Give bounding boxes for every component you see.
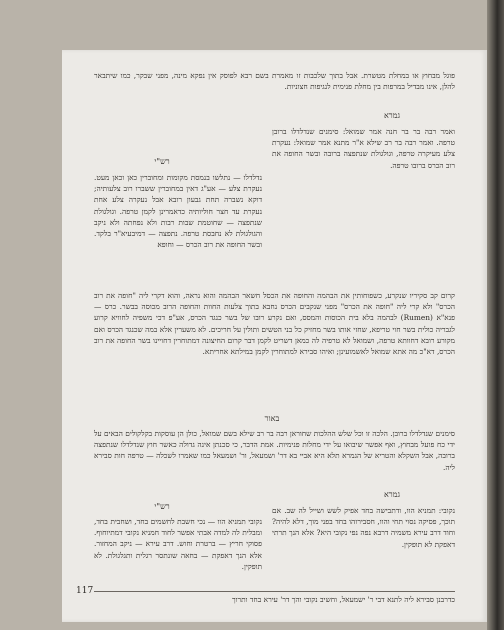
bottom-line: כדרבנן סבירא ליה לתנא דבי ר' ישמעאל, וחשיב נקובי והך דר' עירא בחד ותרוך [231, 595, 455, 604]
book-page [62, 50, 487, 622]
middle-paragraph: קרום קב סקיריו שנקרע, כשפוחותין את הבהמה והחופה את הכסל חשאר הבהמה והוא נראה, והוא דקרי ליה "חופה את רוב הכרס" ולא קרי ליה "חופה את הכרס" מפני שנקבים הכרס נחבא בתוך צלעות החוות והחופה הרוב מכוסה בבשר. כרס — פנא"א (Rumen) לבהמה בלא בית הכוסות והמסס, ואם נקרע רובו של בשר כנגד הכרס, אע"פ דכי משפיה לחוויא קרוע לגבריה כולית בשר חוי טריפא, שחזי אותו בשר מחזיק כל בני הטשים ותולין על חריכים. לא משערין אלא במה שכנגד הכרס ואם מקורע רובא דחוותא טרפה, ושמואל לא טרפיה לה כמאן דשריט לקמן דבר קרום החיצונה דמתוחרין דחויינו בשר החופה את רוב הכרס, דא"כ מה אתא שמואל לאשמועינן; ואיהו סבירא למתוחרין לקמן במילתא אחריתא. [94, 291, 455, 357]
gemara-heading-1: גמרא [383, 111, 401, 120]
gemara-text-2: נקובי: תמניא הוו, ודתבישה בחד אפיק לשש ושייל לה שב. אם תוכך, פסיקה נסוי תחי והוו, חסבירוהו בחד בפני מוך, דלא להיה? וחוד דרב עירא משמיה דרבא נפה נפי נקובי היא? אלא הנך תרתי דאפקת לא תופקין. [272, 506, 455, 549]
biur-text: סימנים שנדלדלו ברובן. הלכה זו וכל שלש ההלכות שחוראן רבה בר רב שילא בשם שמואל, כולן הן עוסקות בקלקולים הבאים על ידי כח פועל מבחוץ, ואף אפשר שיבואו על ידי מחלות פנימיות. אמת הדבר, כי סכנתן אינה גדולה כאשר חוץ שנדלדלו שנתפצה ברובה, אבל השקלא והטריא של הגמרא תלא היא אביי בא דר' ושמעאל, ור' ושמעאל כמו שאמרו לשכלה — טרפה חות סבירא ליה. [94, 429, 455, 472]
book-spine [487, 0, 504, 630]
gemara-heading-2: גמרא [383, 490, 401, 499]
intro-paragraph: פוגל מבחוץ או במחלת מטשרת. אבל בתוך שלכבות זו מאמרת בשם רבא לפוסק אין נפקא מינה, מפני שבקר, כמו שיתבאר להלן, אינו מבדיל במרפות בין מחלת פנימית לנגיפות חצוניות. [94, 71, 455, 92]
footer-rule [94, 591, 455, 592]
page-number: 117 [76, 586, 94, 596]
rashi-heading-1: רש"י [154, 157, 170, 166]
rashi-text-2: נקובי תמניא הוו — נכי חשבת לחשמים בחד, ושחבית בחד, ומבלית לה למדה אבתי אפשר לחוד חמניא נקובי דמתיוחוף. פסוקי חריץ — ברטרת וחוש. דרב עירא — ניקב המחזור. אלא הנך דאפקת — בחאה שונתסר רגלית ותגלגולת. לא תופקין. [94, 517, 262, 571]
rashi-heading-2: רש"י [154, 502, 170, 511]
gemara-text-1: ואמר רבה בר בר חנה אמר שמואל: סימנים שנדלדלו ברובן טרפה. ואמר רבה בר רב שילא א"ר מתנא אמר שמואל: נעקרת צלע מעיקרה טרפה, וגולגולת שנתפצה ברובה ובשר החופה את רוב הכרס ברובו טרפה. [272, 127, 455, 170]
rashi-text-1: נדלדלו — נתלשו בנמסת מקומות ומחוברין כאן וכאן מעט. נעקרת צלע — אע"ג דאין במחוברין ששברו רוב צלעותיה; דוקא נשברה תחת גבעון רובא אבל נעקרה צלע אחת נעקרת עד חצר חוליותיה כדאמרינן לקמן טרפה. וגולגולת שנתפצה — שחוטמת שבות רבות ולא נפחתה ולא ניקב והגולגולת לא נחבסת טרפה. נתפצה — דמיבעיא"ר בלקד. ובשר החופה את רוב הכרס — וחופא [94, 173, 262, 250]
biur-heading: באור [264, 414, 280, 423]
